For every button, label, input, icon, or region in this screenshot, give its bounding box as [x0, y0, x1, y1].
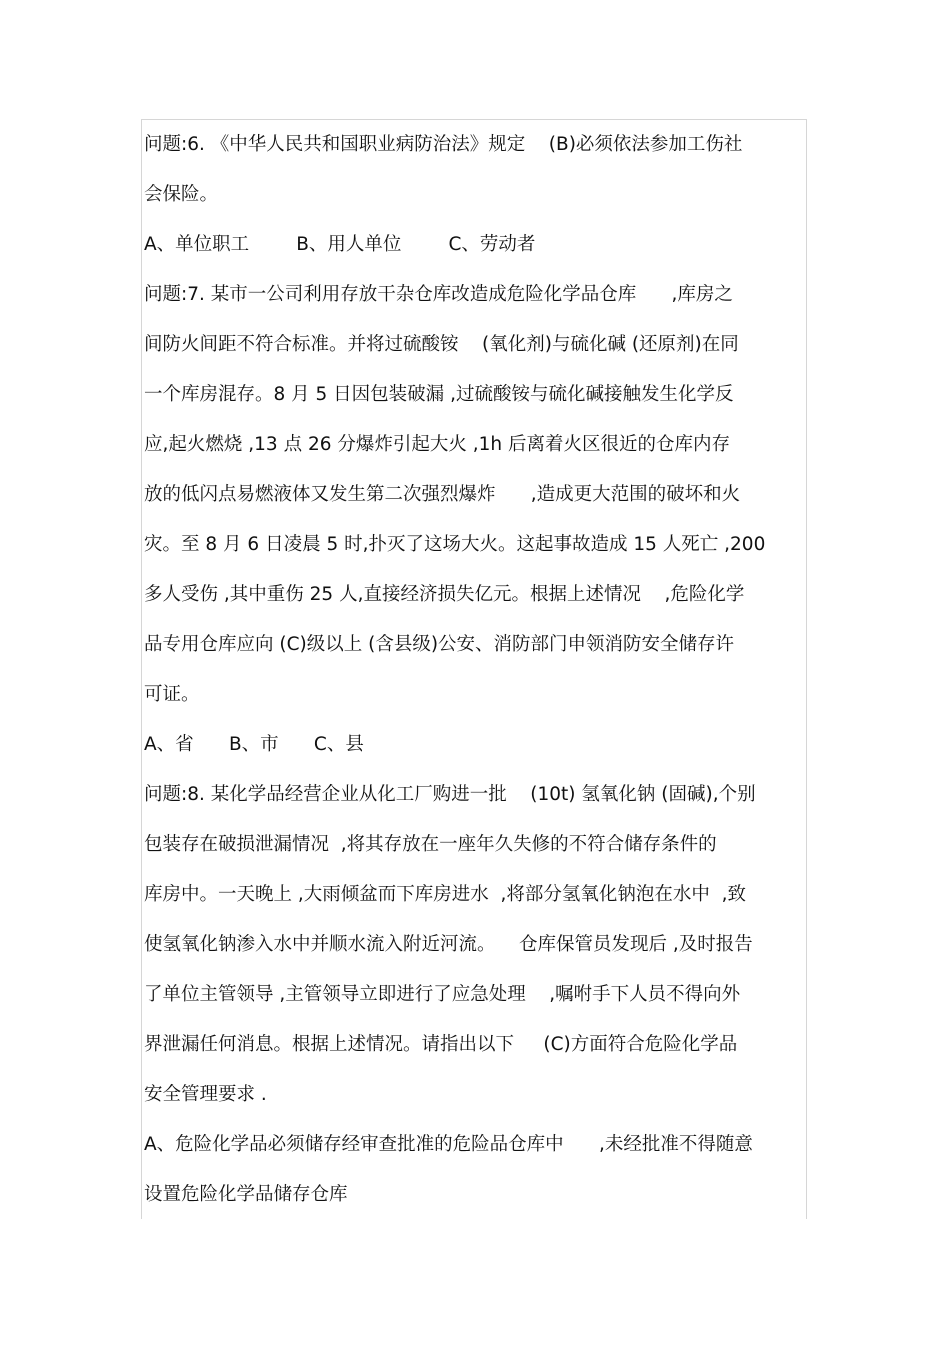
text-line: 使氢氧化钠渗入水中并顺水流入附近河流。 仓库保管员发现后 ,及时报告 — [144, 934, 753, 955]
answer-options: A、单位职工 B、用人单位 C、劳动者 — [144, 234, 536, 255]
text-line: 问题:6. 《中华人民共和国职业病防治法》规定 (B)必须依法参加工伤社 — [144, 134, 743, 155]
text-line: 品专用仓库应向 (C)级以上 (含县级)公安、消防部门申领消防安全储存许 — [144, 634, 735, 655]
document-body — [144, 120, 806, 1220]
text-line: 设置危险化学品储存仓库 — [144, 1184, 348, 1205]
text-line: 灾。至 8 月 6 日凌晨 5 时,扑灭了这场大火。这起事故造成 15 人死亡 ,200 — [144, 534, 766, 555]
text-line: 了单位主管领导 ,主管领导立即进行了应急处理 ,嘱咐手下人员不得向外 — [144, 984, 741, 1005]
text-line: 库房中。一天晚上 ,大雨倾盆而下库房进水 ,将部分氢氧化钠泡在水中 ,致 — [144, 884, 747, 905]
text-line: 一个库房混存。8 月 5 日因包装破漏 ,过硫酸铵与硫化碱接触发生化学反 — [144, 384, 734, 405]
answer-option-a: A、危险化学品必须储存经审查批准的危险品仓库中 ,未经批准不得随意 — [144, 1134, 753, 1155]
answer-options: A、省 B、市 C、县 — [144, 734, 364, 755]
text-line: 界泄漏任何消息。根据上述情况。请指出以下 (C)方面符合危险化学品 — [144, 1034, 738, 1055]
text-line: 问题:7. 某市一公司利用存放干杂仓库改造成危险化学品仓库 ,库房之 — [144, 284, 733, 305]
text-line: 应,起火燃烧 ,13 点 26 分爆炸引起大火 ,1h 后离着火区很近的仓库内存 — [144, 434, 731, 455]
text-line: 放的低闪点易燃液体又发生第二次强烈爆炸 ,造成更大范围的破坏和火 — [144, 484, 741, 505]
text-line: 包装存在破损泄漏情况 ,将其存放在一座年久失修的不符合储存条件的 — [144, 834, 717, 855]
text-line: 多人受伤 ,其中重伤 25 人,直接经济损失亿元。根据上述情况 ,危险化学 — [144, 584, 745, 605]
text-line: 问题:8. 某化学品经营企业从化工厂购进一批 (10t) 氢氧化钠 (固碱),个别 — [144, 784, 756, 805]
text-line: 安全管理要求 . — [144, 1084, 267, 1105]
text-line: 间防火间距不符合标准。并将过硫酸铵 (氧化剂)与硫化碱 (还原剂)在同 — [144, 334, 739, 355]
text-line: 会保险。 — [144, 184, 219, 205]
text-line: 可证。 — [144, 684, 200, 705]
